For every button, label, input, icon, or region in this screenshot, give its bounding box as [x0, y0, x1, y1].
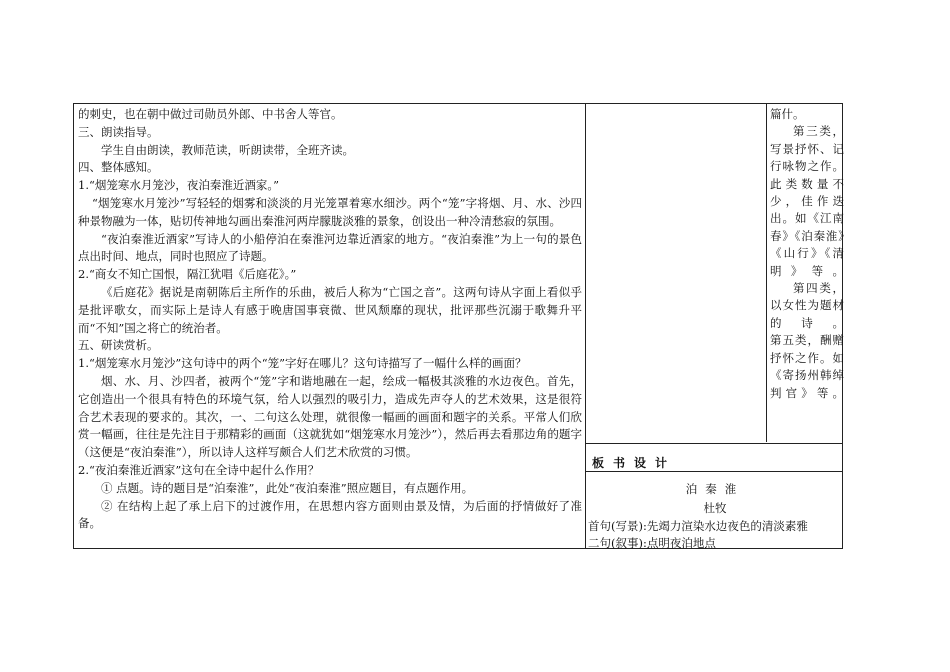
- paragraph: 《后庭花》据说是南朝陈后主所作的乐曲，被后人称为“亡国之音”。这两句诗从字面上看似乎是批评歌女，而实际上是诗人有感于晚唐国事衰微、世风颓靡的现状，批评那些沉溺于歌舞升平而“不知”国之将亡的统治者。: [78, 284, 582, 335]
- answer-point: ① 点题。诗的题目是“泊秦淮”，此处“夜泊秦淮”照应题目，有点题作用。: [101, 480, 474, 495]
- teaching-process-column: [78, 106, 582, 533]
- question: 1.“烟笼寒水月笼沙”这句诗中的两个“笼”字好在哪儿？这句诗描写了一幅什么样的画面？: [78, 356, 527, 371]
- row-divider: [585, 443, 842, 444]
- row-divider: [585, 471, 842, 472]
- board-poem-author: 杜牧: [703, 501, 727, 515]
- column-divider: [766, 104, 767, 442]
- text-line: 学生自由朗读，教师范读，听朗读带，全班齐读。: [101, 142, 354, 157]
- board-line: 首句(写景):先竭力渲染水边夜色的清淡素雅: [588, 519, 808, 533]
- board-line: 二句(叙事):点明夜泊地点: [588, 536, 716, 550]
- paragraph: “夜泊秦淮近酒家”写诗人的小船停泊在秦淮河边靠近酒家的地方。“夜泊秦淮”为上一句的景色点出时间、地点，同时也照应了诗题。: [78, 231, 582, 264]
- section-heading: 三、朗读指导。: [78, 124, 159, 139]
- paragraph: “烟笼寒水月笼沙”写轻轻的烟雾和淡淡的月光笼罩着寒水细沙。两个“笼”字将烟、月、水、沙四种景物融为一体，贴切传神地勾画出秦淮河两岸朦胧淡雅的景象，创设出一种冷清愁寂的氛围。: [78, 195, 582, 228]
- board-design-heading: 板书设计: [592, 456, 677, 470]
- lesson-plan-table: [73, 103, 843, 549]
- answer-point: ② 在结构上起了承上启下的过渡作用，在思想内容方面则由景及情，为后面的抒情做好了准备。: [78, 498, 582, 531]
- notes-column: [770, 106, 844, 402]
- poem-line-heading: 2.“商女不知亡国恨，隔江犹唱《后庭花》。”: [78, 267, 297, 282]
- note-text: 第三类，写景抒怀、记行咏物之作。此类数量不少，佳作迭出。如《江南春》《泊秦淮》《山行》《清明》等。: [770, 124, 844, 278]
- note-text: 第四类，以女性为题材的诗。: [770, 281, 844, 330]
- question: 2.“夜泊秦淮近酒家”这句在全诗中起什么作用？: [78, 462, 320, 477]
- note-text: 第五类，酬赠抒怀之作。如《寄扬州韩绰判官》等。: [770, 333, 844, 400]
- section-heading: 四、整体感知。: [78, 160, 159, 175]
- poem-line-heading: 1.“烟笼寒水月笼沙，夜泊秦淮近酒家。”: [78, 178, 279, 193]
- text-line: 的刺史，也在朝中做过司勋员外郎、中书舍人等官。: [78, 107, 343, 121]
- paragraph: 烟、水、月、沙四者，被两个“笼”字和谐地融在一起，绘成一幅极其淡雅的水边夜色。首先，它创造出一个很具有特色的环境气氛，给人以强烈的吸引力，造成先声夺人的艺术效果，这是很符合艺术表现的要求的。其次，一、二句这么处理，就很像一幅画的画面和题字的关系。平常人们欣赏一幅画，往往是先注目于那精彩的画面（这就犹如“烟笼寒水月笼沙”），然后再去看那边角的题字（这便是“夜泊秦淮”），所以诗人这样写颇合人们艺术欣赏的习惯。: [78, 373, 582, 460]
- board-poem-title: 泊秦淮: [685, 482, 745, 496]
- section-heading: 五、研读赏析。: [78, 338, 159, 353]
- note-text: 篇什。: [770, 107, 805, 121]
